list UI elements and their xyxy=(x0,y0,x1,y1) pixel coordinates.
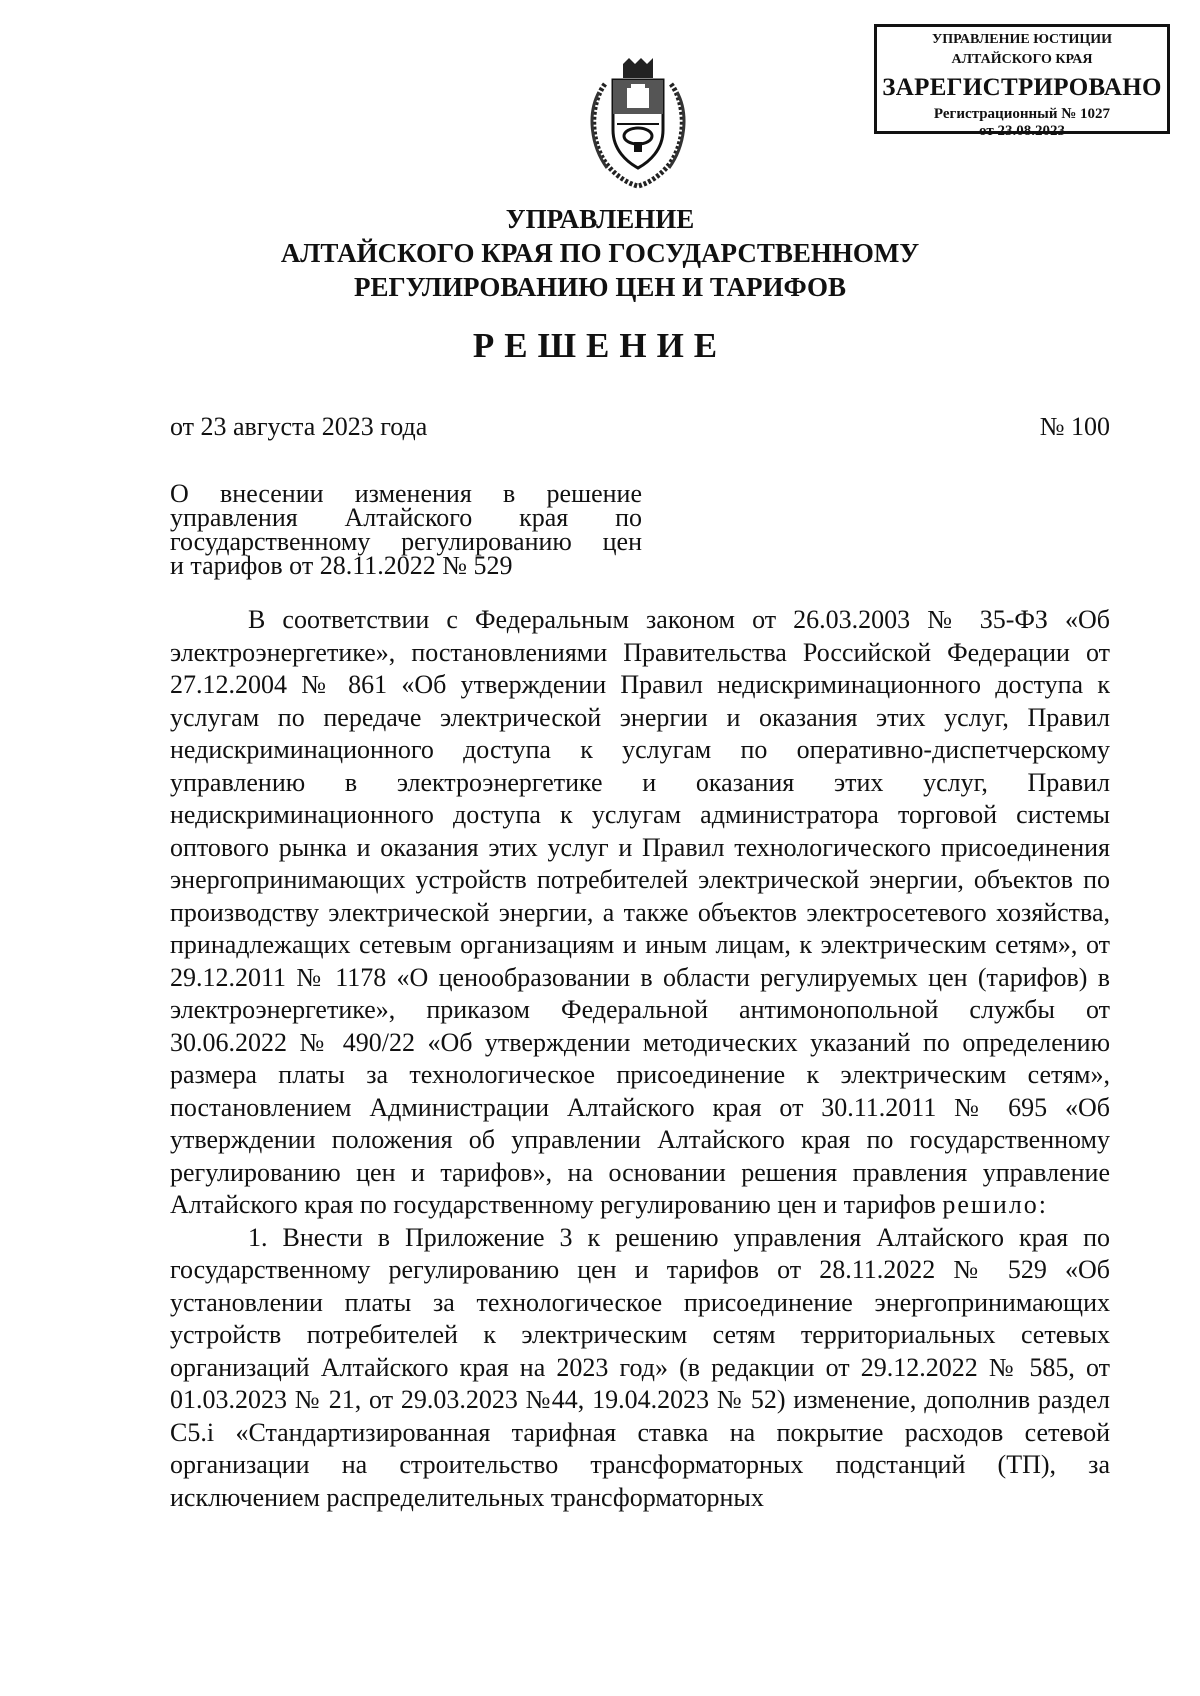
subject-line4: и тарифов от 28.11.2022 № 529 xyxy=(170,551,513,580)
heading-line1: УПРАВЛЕНИЕ xyxy=(505,204,695,234)
stamp-org-line2: АЛТАЙСКОГО КРАЯ xyxy=(951,52,1093,67)
date-number-line xyxy=(170,412,1110,442)
document-title: РЕШЕНИЕ xyxy=(472,326,728,365)
subject-line3: государственному регулированию цен xyxy=(170,527,642,556)
stamp-reg-number: Регистрационный № 1027 xyxy=(933,106,1111,122)
stamp-registered: ЗАРЕГИСТРИРОВАНО xyxy=(882,74,1162,101)
decided-word: решило: xyxy=(942,1190,1049,1219)
subject-line1: О внесении изменения в решение xyxy=(170,479,642,508)
stamp-org-line1: УПРАВЛЕНИЕ ЮСТИЦИИ xyxy=(932,32,1112,47)
heading-line2: АЛТАЙСКОГО КРАЯ ПО ГОСУДАРСТВЕННОМУ xyxy=(280,238,920,268)
preamble-text: В соответствии с Федеральным законом от 26.03.2003 № 35-ФЗ «Об электроэнергетике», постановлениями Правительства Российской Федерации от 27.12.2004 № 861 «Об утверждении Правил недискриминационного доступа к услугам по передаче электрической энергии и оказания этих услуг, Правил недискриминационного доступа к услугам по оперативно-диспетчерскому управлению в электроэнергетике и оказания этих услуг, Правил недискриминационного доступа к услугам администратора торговой системы оптового рынка и оказания этих услуг и Правил технологического присоединения энергопринимающих устройств потребителей электрической энергии, объектов по производству электрической энергии, а также объектов электросетевого хозяйства, принадлежащих сетевым организациям и иным лицам, к электрическим сетям», от 29.12.2011 № 1178 «О ценообразовании в области регулируемых цен (тарифов) в электроэнергетике», приказом Федеральной антимонопольной службы от 30.06.2022 № 490/22 «Об утверждении методических указаний по определению размера платы за технологическое присоединение к электрическим сетям», постановлением Администрации Алтайского края от 30.11.2011 № 695 «Об утверждении положения об управлении Алтайского края по государственному регулированию цен и тарифов», на основании решения правления управление Алтайского края по государственному регулированию цен и тарифов xyxy=(170,605,1110,1219)
organization-heading xyxy=(0,202,1200,304)
subject-line2: управления Алтайского края по xyxy=(170,503,642,532)
document-subject xyxy=(170,479,642,580)
stamp-reg-date: от 23.08.2023 xyxy=(979,123,1065,139)
heading-line3: РЕГУЛИРОВАНИЮ ЦЕН И ТАРИФОВ xyxy=(353,272,847,302)
coat-of-arms-icon xyxy=(583,58,693,190)
paragraph-item-1: 1. Внести в Приложение 3 к решению управления Алтайского края по государственному регулированию цен и тарифов от 28.11.2022 № 529 «Об установлении платы за технологическое присоединение энергопринимающих устройств потребителей к электрическим сетям территориальных сетевых организаций Алтайского края на 2023 год» (в редакции от 29.12.2022 № 585, от 01.03.2023 № 21, от 29.03.2023 №44, 19.04.2023 № 52) изменение, дополнив раздел C5.i «Стандартизированная тарифная ставка на покрытие расходов сетевой организации на строительство трансформаторных подстанций (ТП), за исключением распределительных трансформаторных xyxy=(170,1222,1110,1512)
document-body xyxy=(170,604,1110,1514)
document-date: от 23 августа 2023 года xyxy=(170,412,428,441)
document-number: № 100 xyxy=(1039,412,1110,441)
paragraph-preamble xyxy=(170,604,1110,1222)
registration-stamp xyxy=(874,24,1170,139)
